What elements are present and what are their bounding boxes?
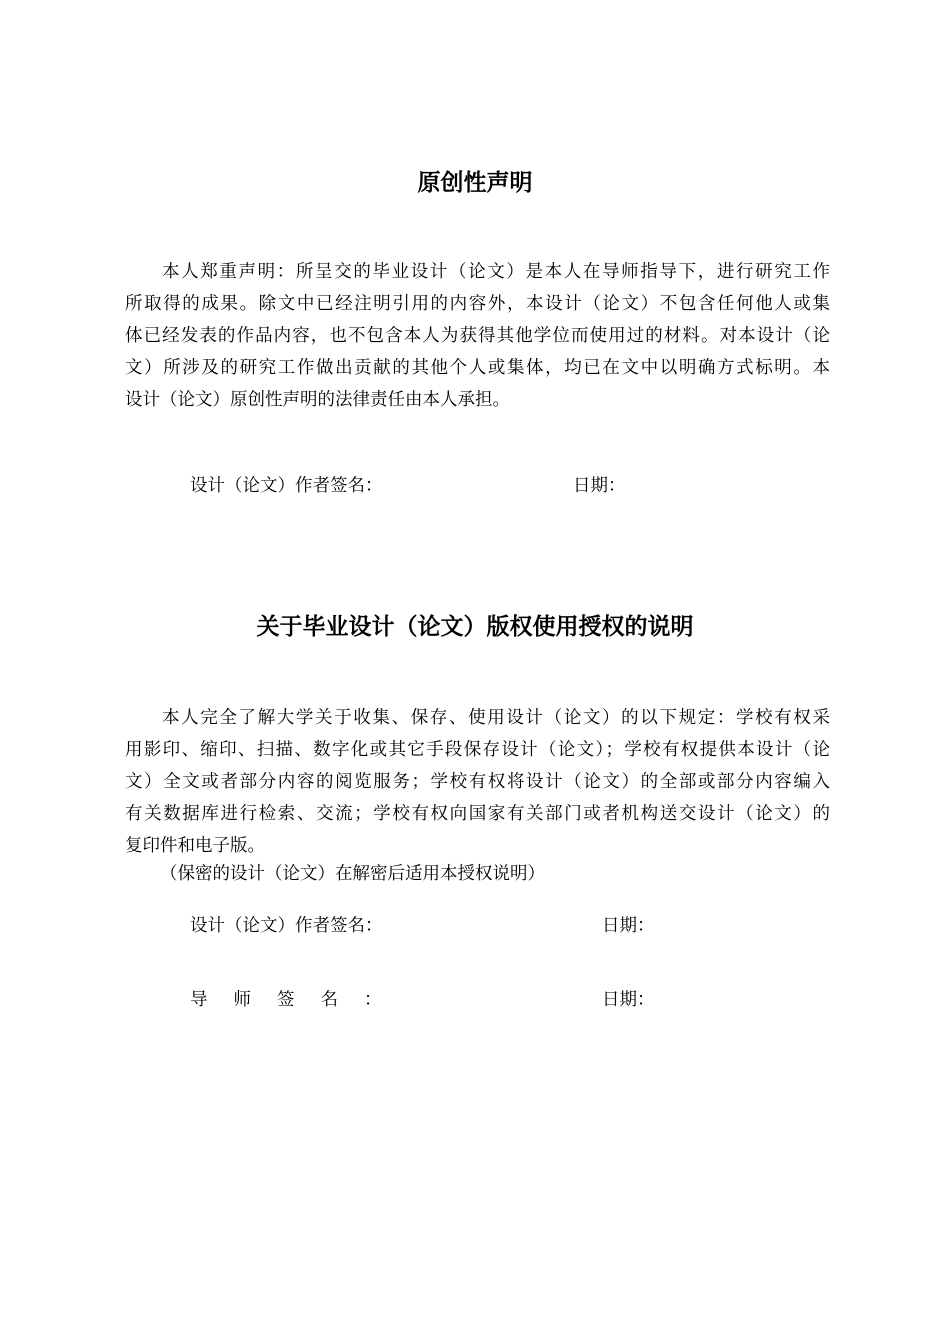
- paragraph-line: 体已经发表的作品内容，也不包含本人为获得其他学位而使用过的材料。对本设计（论: [125, 326, 830, 346]
- confidentiality-note: （保密的设计（论文）在解密后适用本授权说明）: [160, 864, 545, 884]
- date-label: 日期：: [573, 476, 626, 496]
- copyright-authorization-title: 关于毕业设计（论文）版权使用授权的说明: [256, 614, 694, 640]
- paragraph-line: 本人郑重声明：所呈交的毕业设计（论文）是本人在导师指导下，进行研究工作: [162, 262, 830, 282]
- author-signature-label: 设计（论文）作者签名：: [190, 476, 383, 496]
- paragraph-line: 用影印、缩印、扫描、数字化或其它手段保存设计（论文）；学校有权提供本设计（论: [125, 740, 830, 760]
- advisor-signature-label: 导师签名：: [190, 990, 408, 1010]
- author-date-label: 日期：: [602, 916, 655, 936]
- originality-statement-body: [125, 256, 830, 416]
- paragraph-line: 设计（论文）原创性声明的法律责任由本人承担。: [125, 390, 510, 410]
- paragraph-line: 所取得的成果。除文中已经注明引用的内容外，本设计（论文）不包含任何他人或集: [125, 294, 830, 314]
- paragraph-line: 有关数据库进行检索、交流；学校有权向国家有关部门或者机构送交设计（论文）的: [125, 804, 830, 824]
- paragraph-line: 复印件和电子版。: [125, 836, 265, 856]
- advisor-date-label: 日期：: [602, 990, 655, 1010]
- paragraph-line: 文）所涉及的研究工作做出贡献的其他个人或集体，均已在文中以明确方式标明。本: [125, 358, 830, 378]
- paragraph-line: 文）全文或者部分内容的阅览服务；学校有权将设计（论文）的全部或部分内容编入: [125, 772, 830, 792]
- author-signature-label: 设计（论文）作者签名：: [190, 916, 383, 936]
- copyright-authorization-body: [125, 702, 830, 862]
- paragraph-line: 本人完全了解大学关于收集、保存、使用设计（论文）的以下规定：学校有权采: [162, 708, 830, 728]
- originality-statement-title: 原创性声明: [417, 170, 533, 196]
